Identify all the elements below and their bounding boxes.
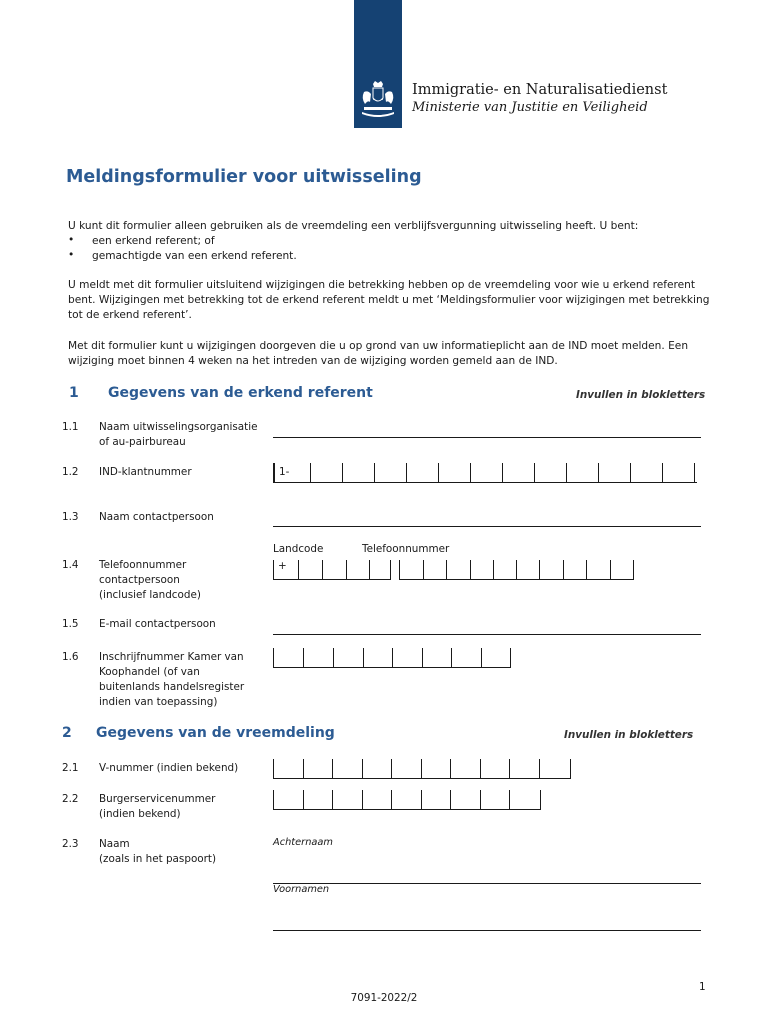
section1-note: Invullen in blokletters bbox=[576, 389, 706, 401]
field-label: (zoals in het paspoort) bbox=[99, 853, 217, 865]
digit-box[interactable] bbox=[482, 648, 511, 667]
org-name: Immigratie- en Naturalisatiedienst bbox=[412, 82, 668, 98]
digit-box[interactable] bbox=[631, 463, 663, 482]
ind-klantnummer-boxes[interactable] bbox=[273, 463, 697, 483]
page-title: Meldingsformulier voor uitwisseling bbox=[66, 167, 422, 187]
section2-number: 2 bbox=[62, 725, 72, 741]
bullet-dot: • bbox=[68, 234, 75, 246]
digit-box[interactable] bbox=[494, 560, 518, 579]
field-number: 1.4 bbox=[62, 559, 79, 571]
digit-box[interactable] bbox=[481, 790, 510, 809]
field-label: Koophandel (of van bbox=[99, 666, 200, 678]
phone-sub-label: Telefoonnummer bbox=[362, 543, 450, 555]
bullet-dot: • bbox=[68, 249, 75, 261]
digit-box[interactable] bbox=[311, 463, 343, 482]
digit-box[interactable] bbox=[274, 759, 304, 778]
field-label: Naam contactpersoon bbox=[99, 511, 214, 523]
digit-box[interactable] bbox=[439, 463, 471, 482]
page-number: 1 bbox=[699, 981, 706, 993]
field-number: 2.3 bbox=[62, 838, 79, 850]
digit-box[interactable] bbox=[564, 560, 587, 579]
digit-box[interactable] bbox=[363, 790, 392, 809]
digit-box[interactable] bbox=[304, 759, 333, 778]
intro-para2-line: bent. Wijzigingen met betrekking tot de erkend referent meldt u met ‘Meldingsformulier voor wijzigingen met betrekking bbox=[68, 294, 710, 306]
digit-box[interactable] bbox=[503, 463, 535, 482]
digit-box[interactable] bbox=[535, 463, 567, 482]
voornamen-line[interactable] bbox=[273, 930, 701, 931]
landcode-label: Landcode bbox=[273, 543, 324, 555]
digit-box[interactable] bbox=[510, 759, 540, 778]
digit-box[interactable] bbox=[392, 790, 422, 809]
digit-box[interactable] bbox=[407, 463, 439, 482]
field-number: 2.1 bbox=[62, 762, 79, 774]
digit-box[interactable] bbox=[451, 759, 481, 778]
field-label: Naam bbox=[99, 838, 130, 850]
digit-box[interactable] bbox=[363, 759, 392, 778]
achternaam-label: Achternaam bbox=[273, 837, 333, 848]
coat-of-arms-icon bbox=[356, 80, 400, 120]
digit-box[interactable] bbox=[343, 463, 375, 482]
intro-para2-line: U meldt met dit formulier uitsluitend wijzigingen die betrekking hebben op de vreemdeling voor wie u erkend referent bbox=[68, 279, 696, 291]
digit-box[interactable] bbox=[304, 648, 334, 667]
landcode-boxes[interactable] bbox=[273, 560, 391, 580]
section1-title: Gegevens van de erkend referent bbox=[108, 385, 373, 401]
section2-note: Invullen in blokletters bbox=[564, 729, 694, 741]
digit-box[interactable] bbox=[587, 560, 611, 579]
digit-box[interactable] bbox=[375, 463, 407, 482]
ministry-name: Ministerie van Justitie en Veiligheid bbox=[412, 100, 648, 115]
digit-box[interactable] bbox=[423, 648, 452, 667]
intro-para2-line: tot de erkend referent’. bbox=[68, 309, 192, 321]
organisation-name-line[interactable] bbox=[273, 437, 701, 438]
digit-box[interactable] bbox=[323, 560, 347, 579]
field-label: V-nummer (indien bekend) bbox=[99, 762, 239, 774]
form-code: 7091-2022/2 bbox=[350, 992, 418, 1004]
field-label: of au-pairbureau bbox=[99, 436, 186, 448]
digit-box[interactable] bbox=[422, 790, 451, 809]
field-number: 1.3 bbox=[62, 511, 79, 523]
email-line[interactable] bbox=[273, 634, 701, 635]
field-label: IND-klantnummer bbox=[99, 466, 192, 478]
intro-bullet: een erkend referent; of bbox=[92, 235, 215, 247]
field-number: 1.6 bbox=[62, 651, 79, 663]
field-label: Burgerservicenummer bbox=[99, 793, 216, 805]
digit-box[interactable] bbox=[274, 790, 304, 809]
field-label: E-mail contactpersoon bbox=[99, 618, 216, 630]
intro-para3-line: Met dit formulier kunt u wijzigingen doorgeven die u op grond van uw informatieplicht aan de IND moet melden. Een bbox=[68, 340, 689, 352]
digit-box[interactable] bbox=[471, 560, 494, 579]
digit-box[interactable] bbox=[333, 759, 363, 778]
field-number: 1.5 bbox=[62, 618, 79, 630]
field-label: indien van toepassing) bbox=[99, 696, 218, 708]
digit-box[interactable] bbox=[447, 560, 471, 579]
field-label: (indien bekend) bbox=[99, 808, 181, 820]
digit-box[interactable] bbox=[611, 560, 634, 579]
digit-box[interactable] bbox=[452, 648, 482, 667]
intro-line: U kunt dit formulier alleen gebruiken als de vreemdeling een verblijfsvergunning uitwisseling heeft. U bent: bbox=[68, 220, 639, 232]
digit-box[interactable] bbox=[304, 790, 333, 809]
digit-box[interactable] bbox=[517, 560, 540, 579]
phone-number-boxes[interactable] bbox=[399, 560, 634, 580]
contact-name-line[interactable] bbox=[273, 526, 701, 527]
voornamen-label: Voornamen bbox=[273, 884, 330, 895]
field-label: Naam uitwisselingsorganisatie bbox=[99, 421, 258, 433]
digit-box[interactable] bbox=[370, 560, 391, 579]
plus-cell: + bbox=[274, 560, 299, 579]
digit-box[interactable] bbox=[540, 560, 564, 579]
digit-box[interactable] bbox=[400, 560, 424, 579]
kvk-number-boxes[interactable] bbox=[273, 648, 511, 668]
bsn-boxes[interactable] bbox=[273, 790, 541, 810]
prefix-cell: 1- bbox=[275, 463, 311, 482]
digit-box[interactable] bbox=[481, 759, 510, 778]
field-number: 1.1 bbox=[62, 421, 79, 433]
digit-box[interactable] bbox=[393, 648, 423, 667]
digit-box[interactable] bbox=[422, 759, 451, 778]
digit-box[interactable] bbox=[274, 648, 304, 667]
digit-box[interactable] bbox=[567, 463, 599, 482]
digit-box[interactable] bbox=[424, 560, 447, 579]
digit-box[interactable] bbox=[663, 463, 695, 482]
field-label: (inclusief landcode) bbox=[99, 589, 201, 601]
digit-box[interactable] bbox=[364, 648, 393, 667]
intro-para3-line: wijziging moet binnen 4 weken na het intreden van de wijziging worden gemeld aan de IND. bbox=[68, 355, 558, 367]
field-label: Telefoonnummer bbox=[99, 559, 187, 571]
field-number: 1.2 bbox=[62, 466, 79, 478]
section1-number: 1 bbox=[69, 385, 79, 401]
digit-box[interactable] bbox=[471, 463, 503, 482]
v-number-boxes[interactable] bbox=[273, 759, 571, 779]
field-number: 2.2 bbox=[62, 793, 79, 805]
section2-title: Gegevens van de vreemdeling bbox=[96, 725, 335, 741]
digit-box[interactable] bbox=[599, 463, 631, 482]
digit-box[interactable] bbox=[333, 790, 363, 809]
field-label: Inschrijfnummer Kamer van bbox=[99, 651, 244, 663]
digit-box[interactable] bbox=[392, 759, 422, 778]
achternaam-line[interactable] bbox=[273, 883, 701, 884]
digit-box[interactable] bbox=[540, 759, 571, 778]
digit-box[interactable] bbox=[451, 790, 481, 809]
digit-box[interactable] bbox=[347, 560, 370, 579]
field-label: contactpersoon bbox=[99, 574, 180, 586]
digit-box[interactable] bbox=[334, 648, 364, 667]
digit-box[interactable] bbox=[299, 560, 323, 579]
field-label: buitenlands handelsregister bbox=[99, 681, 245, 693]
intro-bullet: gemachtigde van een erkend referent. bbox=[92, 250, 297, 262]
digit-box[interactable] bbox=[510, 790, 541, 809]
